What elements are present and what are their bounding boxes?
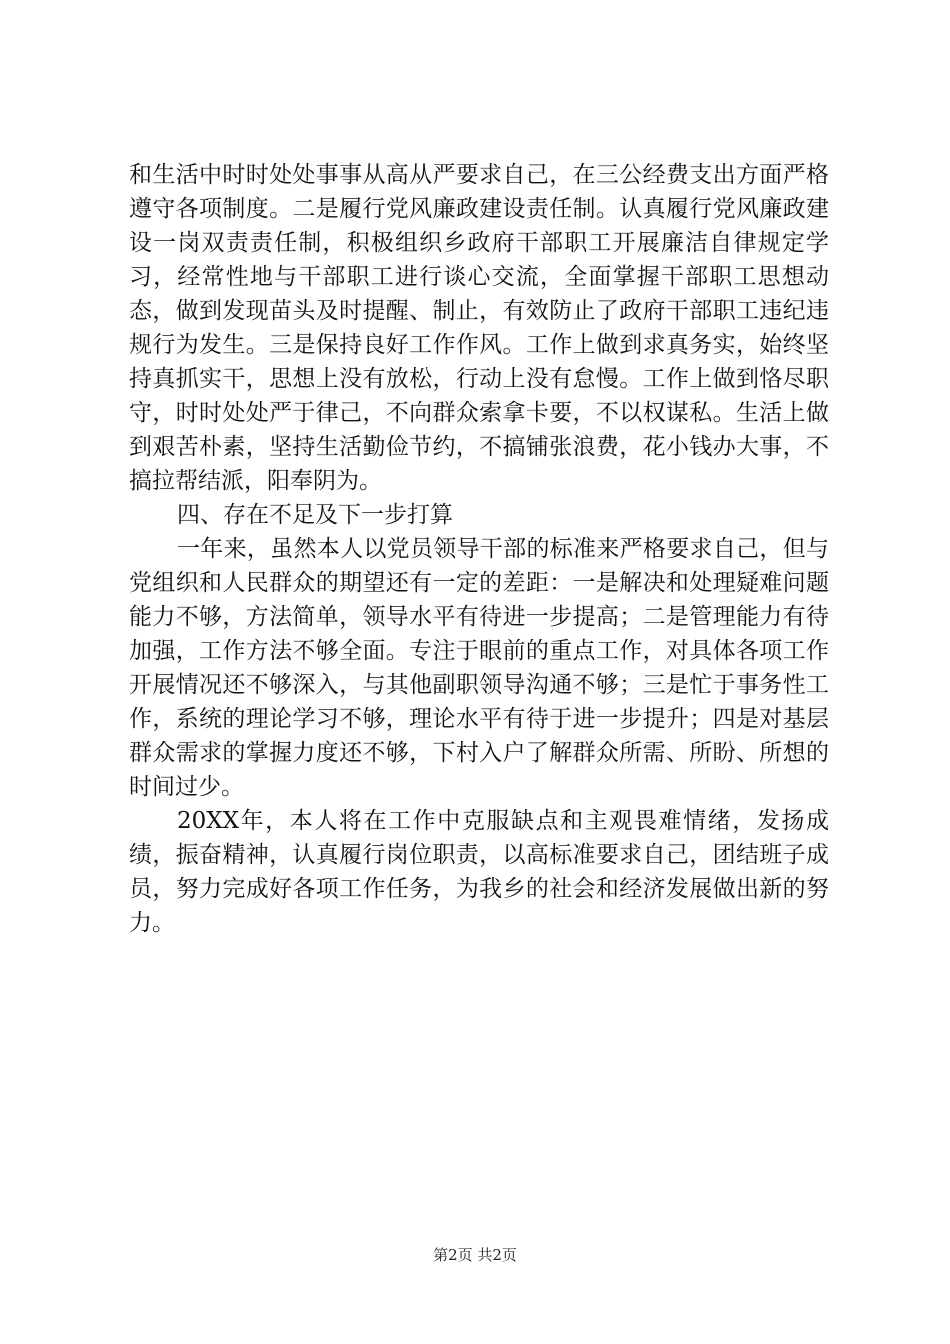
paragraph-continuation: 和生活中时时处处事事从高从严要求自己，在三公经费支出方面严格遵守各项制度。二是履行党风廉政建设责任制。认真履行党风廉政建设一岗双责责任制，积极组织乡政府干部职工开展廉洁自律规定学习，经常性地与干部职工进行谈心交流，全面掌握干部职工思想动态，做到发现苗头及时提醒、制止，有效防止了政府干部职工违纪违规行为发生。三是保持良好工作作风。工作上做到求真务实，始终坚持真抓实干，思想上没有放松，行动上没有怠慢。工作上做到恪尽职守，时时处处严于律己，不向群众索拿卡要，不以权谋私。生活上做到艰苦朴素，坚持生活勤俭节约，不搞铺张浪费，花小钱办大事，不搞拉帮结派，阳奉阴为。: [129, 162, 829, 494]
section-heading: 四、存在不足及下一步打算: [177, 502, 453, 528]
paragraph-plans: 20XX年，本人将在工作中克服缺点和主观畏难情绪，发扬成绩，振奋精神，认真履行岗位职责，以高标准要求自己，团结班子成员，努力完成好各项工作任务，为我乡的社会和经济发展做出新的努力。: [129, 808, 829, 936]
document-body: [129, 158, 829, 940]
page-number-footer: 第2页 共2页: [433, 1246, 517, 1264]
paragraph-shortcomings: 一年来，虽然本人以党员领导干部的标准来严格要求自己，但与党组织和人民群众的期望还有一定的差距：一是解决和处理疑难问题能力不够，方法简单，领导水平有待进一步提高；二是管理能力有待加强，工作方法不够全面。专注于眼前的重点工作，对具体各项工作开展情况还不够深入，与其他副职领导沟通不够；三是忙于事务性工作，系统的理论学习不够，理论水平有待于进一步提升；四是对基层群众需求的掌握力度还不够，下村入户了解群众所需、所盼、所想的时间过少。: [129, 536, 829, 800]
